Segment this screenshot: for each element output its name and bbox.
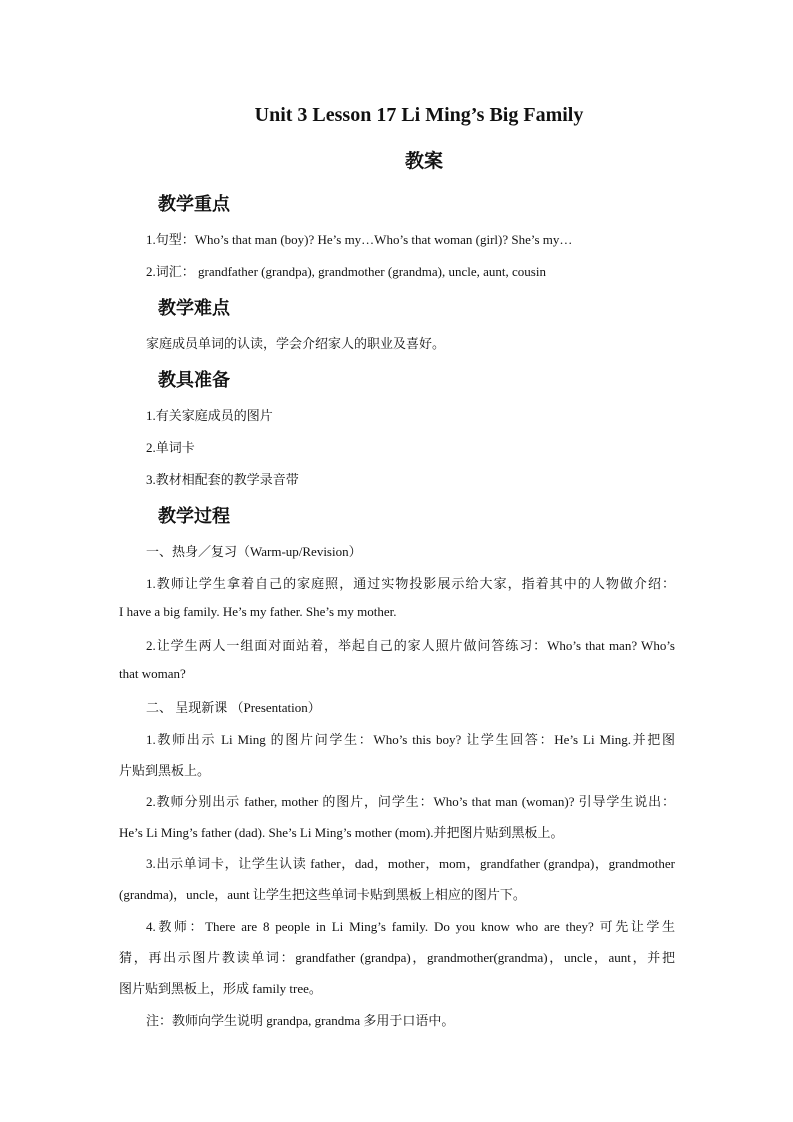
key-points-line-2: 2.词汇： grandfather (grandpa), grandmother (grandma), uncle, aunt, cousin bbox=[146, 264, 546, 279]
document-title: Unit 3 Lesson 17 Li Ming’s Big Family bbox=[254, 104, 584, 126]
heading-process: 教学过程 bbox=[158, 506, 230, 527]
difficulties-line-1: 家庭成员单词的认读，学会介绍家人的职业及喜好。 bbox=[146, 337, 446, 352]
heading-difficulties: 教学难点 bbox=[158, 298, 230, 319]
heading-key-points: 教学重点 bbox=[158, 194, 230, 215]
heading-materials: 教具准备 bbox=[158, 370, 230, 391]
process-line-12: (grandma)，uncle，aunt 让学生把这些单词卡贴到黑板上相应的图片下。 bbox=[119, 887, 526, 902]
key-points-line-1: 1.句型：Who’s that man (boy)? He’s my…Who’s that woman (girl)? She’s my… bbox=[146, 232, 573, 247]
process-line-5: that woman? bbox=[119, 666, 186, 681]
process-line-3: I have a big family. He’s my father. She’s my mother. bbox=[119, 604, 397, 619]
process-line-13: 4.教师：There are 8 people in Li Ming’s family. Do you know who are they? 可先让学生 bbox=[146, 919, 675, 934]
materials-line-2: 2.单词卡 bbox=[146, 440, 195, 455]
materials-line-1: 1.有关家庭成员的图片 bbox=[146, 408, 273, 423]
process-line-4: 2.让学生两人一组面对面站着，举起自己的家人照片做问答练习：Who’s that man? Who’s bbox=[146, 638, 675, 653]
process-line-9: 2.教师分别出示 father, mother 的图片，问学生：Who’s that man (woman)? 引导学生说出： bbox=[146, 794, 675, 809]
process-line-11: 3.出示单词卡，让学生认读 father，dad，mother，mom，grandfather (grandpa)，grandmother bbox=[146, 856, 675, 871]
materials-line-3: 3.教材相配套的教学录音带 bbox=[146, 472, 299, 487]
process-line-16: 注：教师向学生说明 grandpa, grandma 多用于口语中。 bbox=[146, 1013, 455, 1028]
process-line-8: 片贴到黑板上。 bbox=[119, 763, 211, 778]
process-line-10: He’s Li Ming’s father (dad). She’s Li Ming’s mother (mom).并把图片贴到黑板上。 bbox=[119, 825, 564, 840]
process-line-2: 1.教师让学生拿着自己的家庭照，通过实物投影展示给大家，指着其中的人物做介绍： bbox=[146, 576, 675, 591]
process-line-14: 猜，再出示图片教读单词：grandfather (grandpa)，grandmother(grandma)，uncle，aunt，并把 bbox=[119, 950, 675, 965]
process-line-7: 1.教师出示 Li Ming 的图片问学生：Who’s this boy? 让学生回答：He’s Li Ming.并把图 bbox=[146, 732, 675, 747]
process-line-1: 一、热身／复习（Warm-up/Revision） bbox=[146, 544, 362, 559]
document-subtitle: 教案 bbox=[404, 150, 443, 172]
process-line-15: 图片贴到黑板上，形成 family tree。 bbox=[119, 981, 322, 996]
process-line-6: 二、 呈现新课 （Presentation） bbox=[146, 700, 321, 715]
